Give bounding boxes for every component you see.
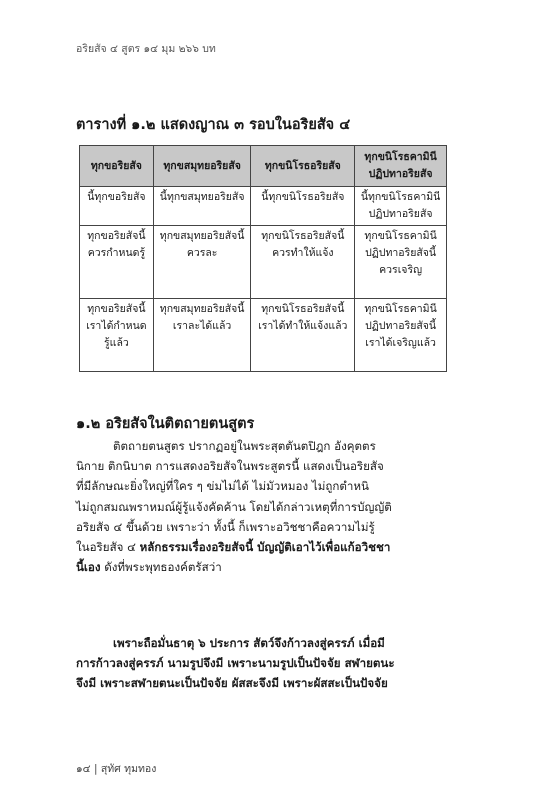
table-cell: ทุกขนิโรธอริยสัจนี้ เราได้ทำให้แจ้งแล้ว <box>251 299 355 372</box>
table-cell: นี้ทุกขนิโรธอริยสัจ <box>251 187 355 226</box>
table-row <box>80 226 447 299</box>
body-paragraph <box>76 436 446 577</box>
table-row <box>80 299 447 372</box>
page-footer: ๑๔ | สุทัศ ทุมทอง <box>76 763 157 775</box>
paragraph-line: การก้าวลงสู่ครรภ์ นามรูปจึงมี เพราะนามรูปเป็นปัจจัย สฬายตนะ <box>76 656 395 671</box>
four-noble-truths-table <box>79 145 447 372</box>
header-cell: ทุกขอริยสัจ <box>80 146 154 187</box>
table-caption: ตารางที่ ๑.๒ แสดงญาณ ๓ รอบในอริยสัจ ๔ <box>76 117 351 133</box>
table-cell: นี้ทุกขอริยสัจ <box>80 187 154 226</box>
emphasis-text: นี้เอง <box>76 560 101 575</box>
paragraph-line: ไม่ถูกสมณพราหมณ์ผู้รู้แจ้งคัดค้าน โดยได้กล่าวเหตุที่การบัญญัติ <box>76 499 392 514</box>
section-title: ๑.๒ อริยสัจในติตถายตนสูตร <box>76 416 255 432</box>
paragraph-line <box>76 557 446 577</box>
header-cell: ทุกขนิโรธคามินี ปฏิปทาอริยสัจ <box>355 146 447 187</box>
table-cell: ทุกขสมุทยอริยสัจนี้ ควรละ <box>153 226 251 299</box>
table-row <box>80 187 447 226</box>
paragraph-line <box>76 537 446 557</box>
table-cell: ทุกขนิโรธอริยสัจนี้ ควรทำให้แจ้ง <box>251 226 355 299</box>
running-head: อริยสัจ ๔ สูตร ๑๔ มุม ๒๖๖ บท <box>76 43 216 55</box>
paragraph-line: ที่มีลักษณะยิ่งใหญ่ที่ใคร ๆ ข่มไม่ได้ ไม่มัวหมอง ไม่ถูกตำหนิ <box>76 479 369 494</box>
text-run: ดังที่พระพุทธองค์ตรัสว่า <box>100 560 222 575</box>
table-cell: ทุกขนิโรธคามินี ปฏิปทาอริยสัจนี้ เราได้เจริญแล้ว <box>355 299 447 372</box>
quoted-paragraph <box>76 633 446 694</box>
paragraph-line: จึงมี เพราะสฬายตนะเป็นปัจจัย ผัสสะจึงมี เพราะผัสสะเป็นปัจจัย <box>76 676 388 691</box>
paragraph-line: นิกาย ติกนิบาต การแสดงอริยสัจในพระสูตรนี้ แสดงเป็นอริยสัจ <box>76 459 384 474</box>
text-run: ในอริยสัจ ๔ <box>76 540 140 555</box>
paragraph-line: ติตถายตนสูตร ปรากฏอยู่ในพระสุตตันตปิฎก อังคุตตร <box>113 439 376 453</box>
paragraph-line: เพราะถือมั่นธาตุ ๖ ประการ สัตว์จึงก้าวลงสู่ครรภ์ เมื่อมี <box>113 636 385 650</box>
table-cell: ทุกขอริยสัจนี้ เราได้กำหนด รู้แล้ว <box>80 299 154 372</box>
header-cell: ทุกขนิโรธอริยสัจ <box>251 146 355 187</box>
header-cell: ทุกขสมุทยอริยสัจ <box>153 146 251 187</box>
table-cell: นี้ทุกขสมุทยอริยสัจ <box>153 187 251 226</box>
paragraph-line: อริยสัจ ๔ ขึ้นด้วย เพราะว่า ทั้งนี้ ก็เพราะอวิชชาคือความไม่รู้ <box>76 519 375 534</box>
emphasis-text: หลักธรรมเรื่องอริยสัจนี้ บัญญัติเอาไว้เพื่อแก้อวิชชา <box>139 540 391 555</box>
table-cell: ทุกขนิโรธคามินี ปฏิปทาอริยสัจนี้ ควรเจริญ <box>355 226 447 299</box>
table-header-row <box>80 146 447 187</box>
table-cell: นี้ทุกขนิโรธคามินี ปฏิปทาอริยสัจ <box>355 187 447 226</box>
table-cell: ทุกขสมุทยอริยสัจนี้ เราละได้แล้ว <box>153 299 251 372</box>
table-cell: ทุกขอริยสัจนี้ ควรกำหนดรู้ <box>80 226 154 299</box>
